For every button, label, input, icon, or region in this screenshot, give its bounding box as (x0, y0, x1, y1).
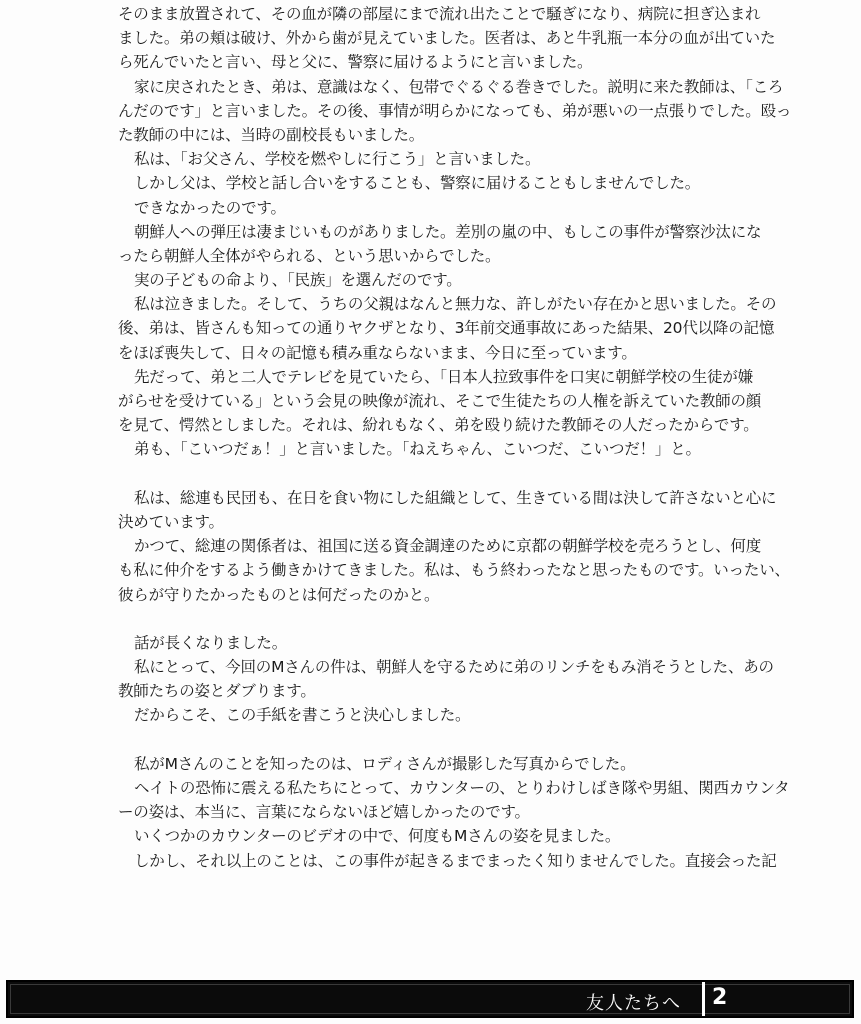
text-line: がらせを受けている」という会見の映像が流れ、そこで生徒たちの人権を訴えていた教師の顔 (118, 392, 762, 410)
text-line: 私がMさんのことを知ったのは、ロディさんが撮影した写真からでした。 (134, 754, 636, 773)
text-line: 弟も、「こいつだぁ！」と言いました。「ねえちゃん、こいつだ、こいつだ！」と。 (134, 440, 701, 459)
blank-line (118, 728, 748, 752)
text-line: ーの姿は、本当に、言葉にならないほど嬉しかったのです。 (118, 803, 530, 822)
text-line: 教師たちの姿とダブります。 (118, 682, 316, 701)
text-line: 私にとって、今回のMさんの件は、朝鮮人を守るために弟のリンチをもみ消そうとした、あの (134, 658, 774, 677)
text-line: んだのです」と言いました。その後、事情が明らかになっても、弟が悪いの一点張りでした。殴っ (118, 101, 792, 120)
text-line: 先だって、弟と二人でテレビを見ていたら、「日本人拉致事件を口実に朝鮮学校の生徒が嫌 (134, 367, 753, 386)
blank-line (118, 462, 748, 486)
text-line: かつて、総連の関係者は、祖国に送る資金調達のために京都の朝鮮学校を売ろうとし、何度 (134, 537, 761, 556)
text-line: ら死んでいたと言い、母と父に、警察に届けるようにと言いました。 (118, 53, 593, 72)
text-line: 彼らが守りたかったものとは何だったのかと。 (118, 585, 440, 604)
text-line: も私に仲介をするよう働きかけてきました。私は、もう終わったなと思ったものです。いったい、 (118, 561, 790, 580)
text-line: をほぼ喪失して、日々の記憶も積み重ならないまま、今日に至っています。 (118, 343, 637, 362)
text-line: を見て、愕然としました。それは、紛れもなく、弟を殴り続けた教師その人だったからです。 (118, 416, 759, 435)
text-line: 私は、「お父さん、学校を燃やしに行こう」と言いました。 (134, 150, 541, 169)
text-line: ヘイトの恐怖に震える私たちにとって、カウンターの、とりわけしばき隊や男組、関西カウンタ (134, 779, 790, 797)
letter-body (118, 2, 792, 873)
text-line: 後、弟は、皆さんも知っての通りヤクザとなり、3年前交通事故にあった結果、20代以降の記憶 (118, 319, 775, 338)
text-line: 私は、総連も民団も、在日を食い物にした組織として、生きている間は決して許さないと心に (134, 488, 777, 507)
blank-line (118, 607, 748, 631)
text-line: 実の子どもの命より、「民族」を選んだのです。 (134, 271, 462, 290)
footer-title: 友人たちへ (586, 993, 681, 1014)
text-line: ました。弟の頬は破け、外から歯が見えていました。医者は、あと牛乳瓶一本分の血が出ていた (118, 29, 776, 48)
text-line: 話が長くなりました。 (134, 633, 288, 652)
text-line: できなかったのです。 (134, 198, 286, 217)
footer-divider (702, 982, 705, 1016)
text-line: た教師の中には、当時の副校長もいました。 (118, 125, 425, 144)
text-line: しかし、それ以上のことは、この事件が起きるまでまったく知りませんでした。直接会った記 (134, 851, 777, 870)
text-line: 私は泣きました。そして、うちの父親はなんと無力な、許しがたい存在かと思いました。その (134, 295, 777, 314)
text-line: そのまま放置されて、その血が隣の部屋にまで流れ出たことで騒ぎになり、病院に担ぎ込まれ (118, 5, 761, 23)
text-line: ったら朝鮮人全体がやられる、という思いからでした。 (118, 246, 501, 265)
text-line: しかし父は、学校と話し合いをすることも、警察に届けることもしませんでした。 (134, 174, 701, 193)
text-line: だからこそ、この手紙を書こうと決心しました。 (134, 706, 471, 725)
text-line: 家に戻されたとき、弟は、意識はなく、包帯でぐるぐる巻きでした。説明に来た教師は、「ころ (134, 77, 784, 96)
text-line: 決めています。 (118, 512, 224, 531)
text-line: いくつかのカウンターのビデオの中で、何度もMさんの姿を見ました。 (134, 827, 621, 846)
text-line: 朝鮮人への弾圧は凄まじいものがありました。差別の嵐の中、もしこの事件が警察沙汰にな (134, 222, 762, 241)
page-number: 2 (712, 985, 728, 1010)
